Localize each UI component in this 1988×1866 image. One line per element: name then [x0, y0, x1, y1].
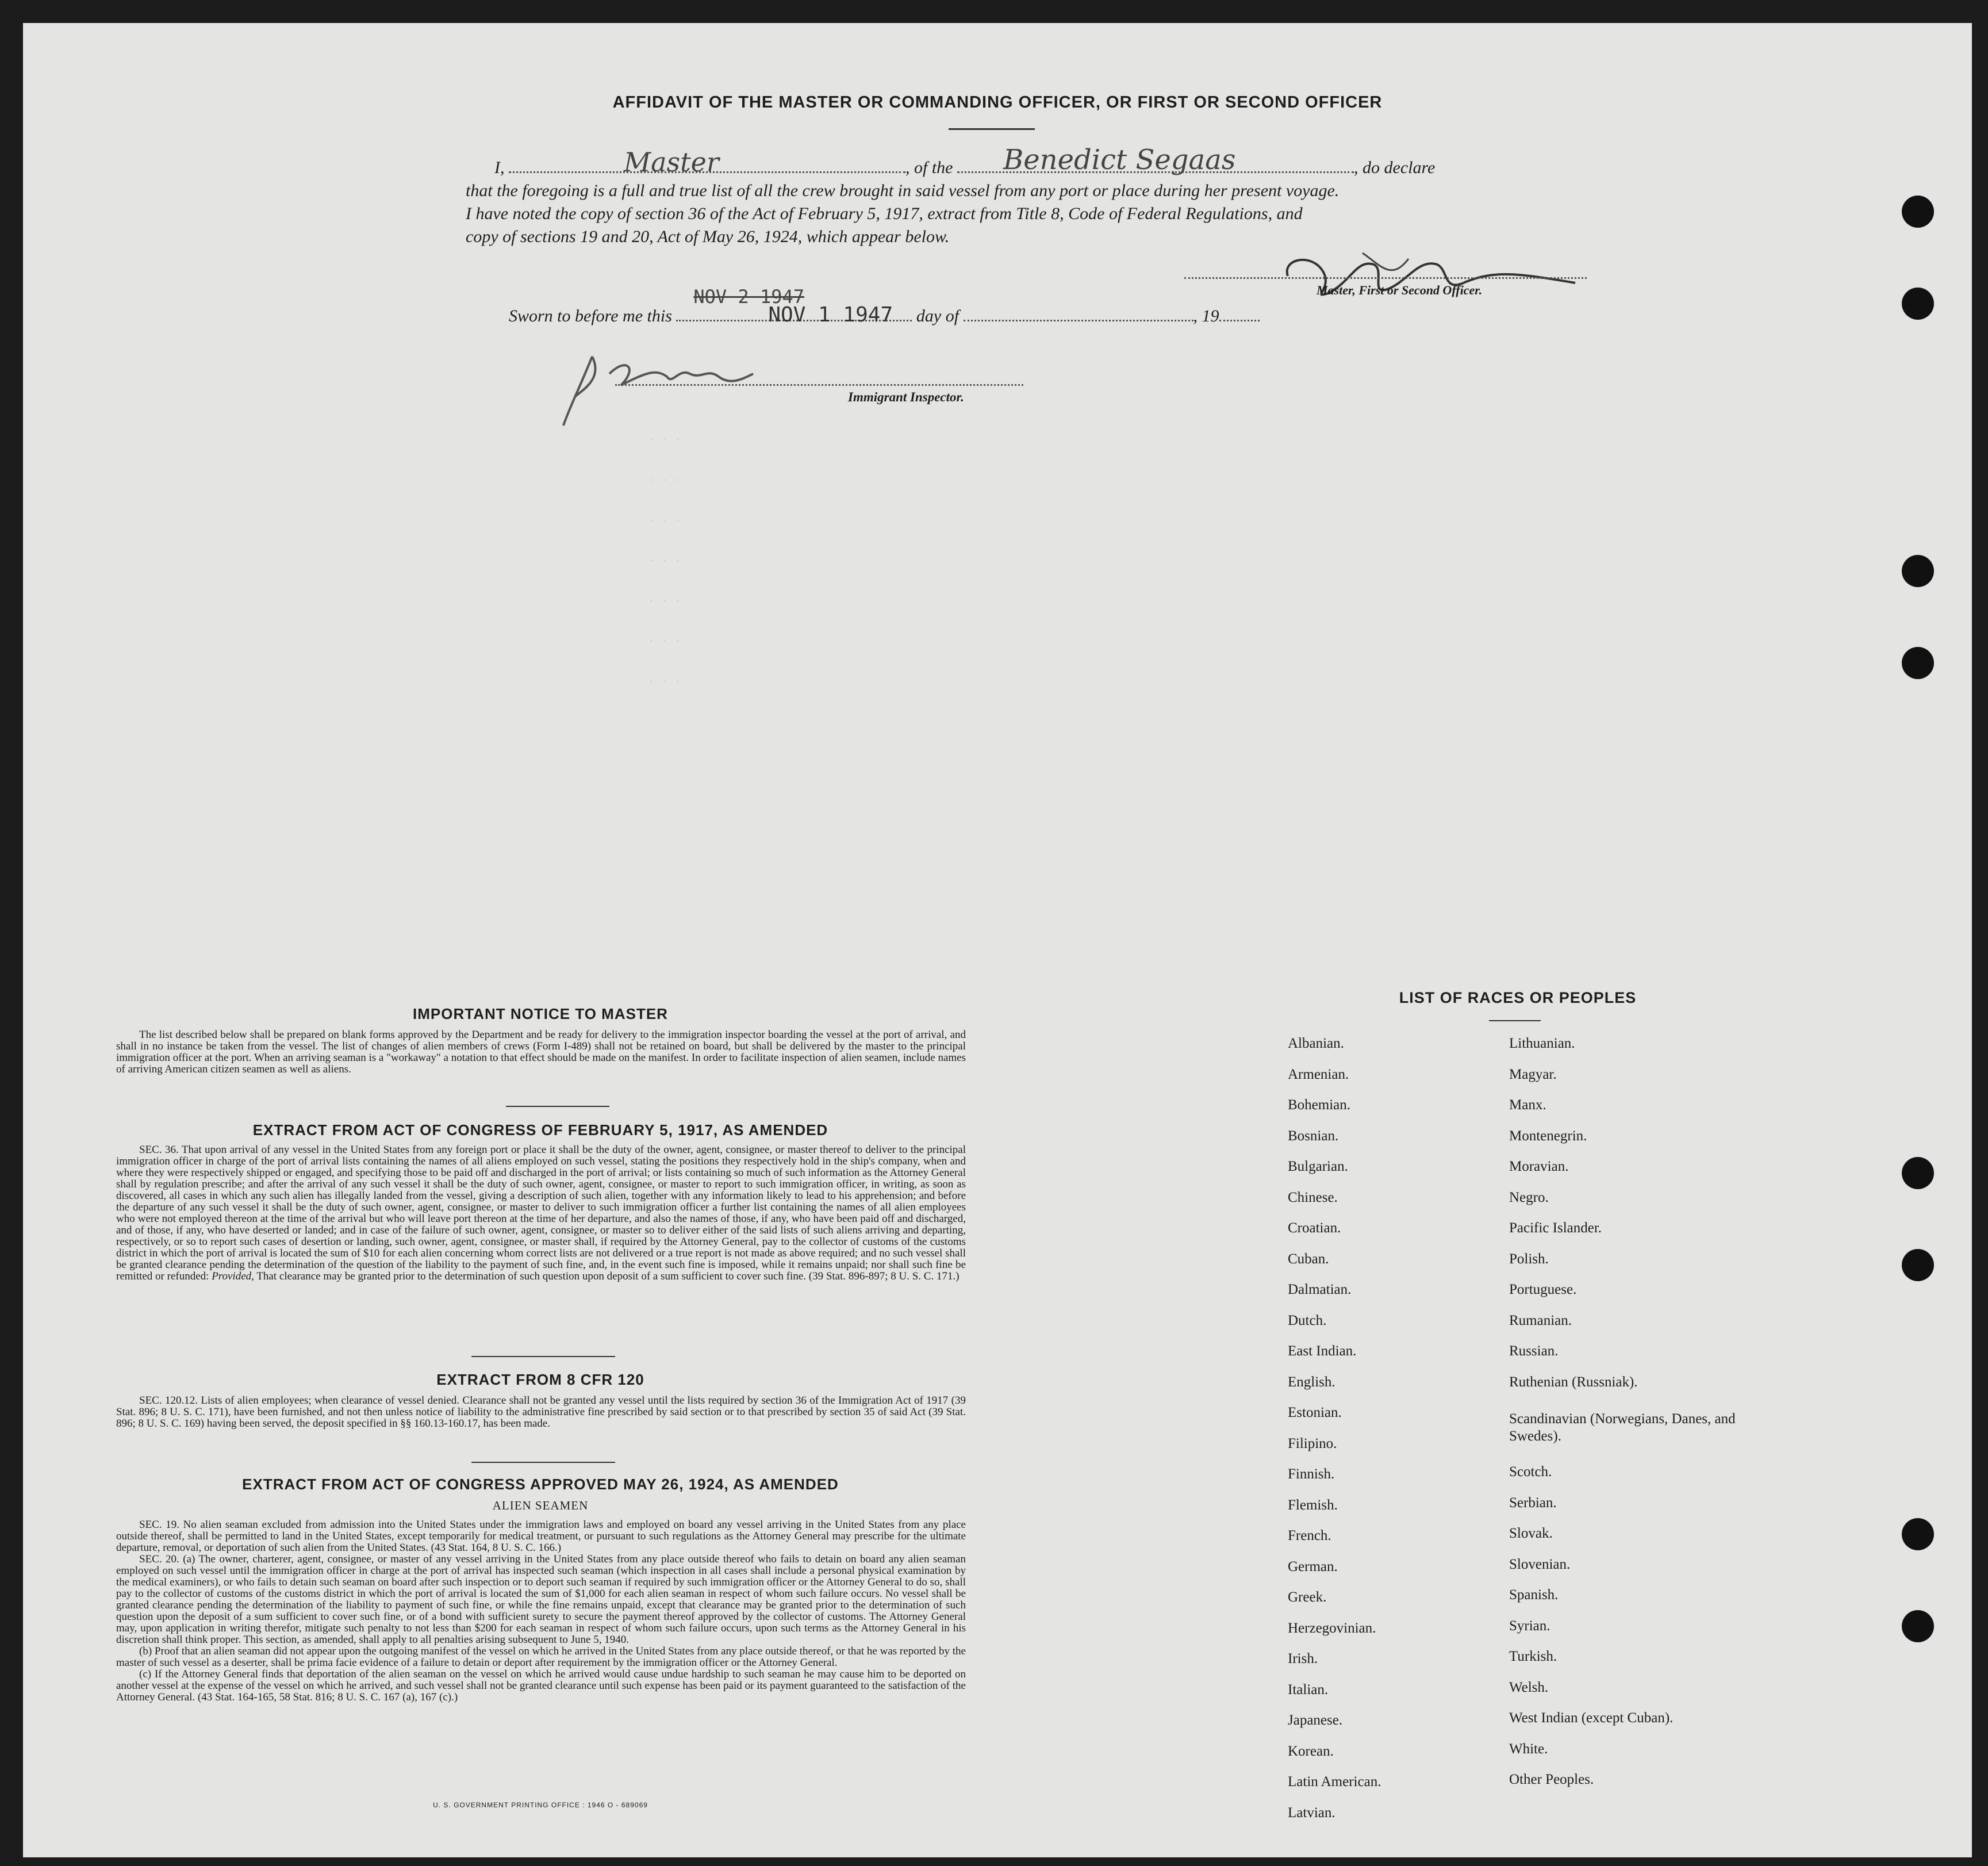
date-field: [676, 286, 912, 327]
alien-seamen-subtitle: ALIEN SEAMEN: [492, 1499, 589, 1512]
race-item: Armenian.: [1288, 1066, 1349, 1082]
race-item: Ruthenian (Russniak).: [1509, 1374, 1638, 1390]
race-item: Dalmatian.: [1288, 1282, 1352, 1297]
punch-hole: [1902, 288, 1934, 320]
race-item: Bohemian.: [1288, 1097, 1351, 1113]
race-item: Russian.: [1509, 1343, 1559, 1359]
notice-text: [116, 1029, 966, 1075]
race-item: East Indian.: [1288, 1343, 1357, 1359]
race-item: Spanish.: [1509, 1587, 1559, 1603]
bleed-mark: . . .: [650, 630, 683, 645]
year-label: , 19: [1193, 306, 1219, 325]
race-item: Portuguese.: [1509, 1282, 1577, 1297]
race-item: Scotch.: [1509, 1464, 1552, 1480]
struck-date-stamp: NOV 2 1947: [693, 286, 805, 308]
affidavit-text: [466, 144, 1575, 248]
race-item: Rumanian.: [1509, 1312, 1572, 1328]
race-item: Negro.: [1509, 1189, 1549, 1205]
race-item-scandinavian: Scandinavian (Norwegians, Danes, and Swedes).: [1509, 1411, 1736, 1444]
affidavit-line-3: I have noted the copy of section 36 of the Act of February 5, 1917, extract from Title 8, Code of Federal Regulations, and: [466, 204, 1303, 223]
punch-hole: [1902, 1157, 1934, 1189]
races-left-column: [1288, 1028, 1381, 1828]
race-item: Moravian.: [1509, 1159, 1569, 1174]
title-rule: [949, 128, 1035, 130]
race-item: French.: [1288, 1528, 1331, 1543]
signature-label: Master, First or Second Officer.: [1317, 283, 1483, 297]
printing-office-footer: U. S. GOVERNMENT PRINTING OFFICE : 1946 O - 689069: [433, 1801, 648, 1809]
section-rule: [471, 1356, 615, 1357]
vessel-name-field: [957, 144, 1354, 176]
race-item: Chinese.: [1288, 1189, 1338, 1205]
extract-1917-title: EXTRACT FROM ACT OF CONGRESS OF FEBRUARY 5, 1917, AS AMENDED: [252, 1121, 828, 1139]
race-item: Lithuanian.: [1509, 1036, 1575, 1051]
bleed-mark: . . .: [650, 429, 683, 443]
date-stamp: NOV 1 1947: [768, 303, 893, 327]
races-right-column: [1509, 1028, 1739, 1795]
race-item: Welsh.: [1509, 1679, 1549, 1695]
punch-hole: [1902, 647, 1934, 679]
notice-title: IMPORTANT NOTICE TO MASTER: [413, 1005, 668, 1022]
races-rule: [1489, 1020, 1541, 1021]
master-signature: [1276, 247, 1598, 311]
affidavit-line-2: that the foregoing is a full and true list of all the crew brought in said vessel from any port or place during her present voyage.: [466, 181, 1340, 200]
master-name-field: [509, 147, 905, 178]
race-item: Greek.: [1288, 1589, 1327, 1605]
day-of-label: day of: [916, 306, 960, 325]
month-field: [964, 320, 1193, 321]
race-item: Estonian.: [1288, 1405, 1342, 1420]
bleed-mark: . . .: [650, 469, 683, 484]
race-item: West Indian (except Cuban).: [1509, 1710, 1674, 1726]
race-item: Herzegovinian.: [1288, 1620, 1376, 1636]
race-item: Turkish.: [1509, 1649, 1557, 1664]
punch-hole: [1902, 196, 1934, 228]
section-rule: [506, 1106, 609, 1107]
race-item: German.: [1288, 1558, 1338, 1574]
race-item: Dutch.: [1288, 1312, 1327, 1328]
punch-hole: [1902, 1249, 1934, 1281]
punch-hole: [1902, 1518, 1934, 1550]
punch-hole: [1902, 555, 1934, 587]
extract-1924-title: EXTRACT FROM ACT OF CONGRESS APPROVED MAY 26, 1924, AS AMENDED: [242, 1476, 839, 1493]
race-item: Pacific Islander.: [1509, 1220, 1602, 1236]
race-item: Flemish.: [1288, 1497, 1338, 1513]
bleed-mark: . . .: [650, 550, 683, 564]
bleed-mark: . . .: [650, 670, 683, 685]
race-item: White.: [1509, 1741, 1548, 1757]
affidavit-line-1: I, Master , of the Benedict Segaas , do declare: [494, 144, 1436, 178]
notice-paragraph: The list described below shall be prepared on blank forms approved by the Department and be ready for delivery to the immigration inspector boarding the vessel at the port of arrival, and shall in no instance be taken from the vessel. The list of changes of alien members of crews (Form I-489) shall not be retained on board, but shall be delivered by the master to the principal immigration officer at the port. When an arriving seaman is a "workaway" a notation to that effect should be made on the manifest. In order to facilitate inspection of alien seamen, include names of arriving American citizen seamen as well as aliens.: [116, 1029, 966, 1075]
inspector-line: [615, 384, 1023, 386]
master-name-handwriting: Master: [624, 147, 719, 178]
race-item: Albanian.: [1288, 1036, 1344, 1051]
sworn-line: [509, 286, 1260, 328]
section-20b: (b) Proof that an alien seaman did not appear upon the outgoing manifest of the vessel on which he arrived in the United States from any place outside thereof, or that he was reported by the master of such vessel as a deserter, shall be prima facie evidence of a failure to detain or deport after requirement by the immigration officer or the Attorney General.: [116, 1645, 966, 1669]
race-item: Slovenian.: [1509, 1556, 1571, 1572]
document-page: [23, 23, 1972, 1857]
race-item: Other Peoples.: [1509, 1772, 1594, 1787]
race-item: Irish.: [1288, 1651, 1318, 1666]
race-item: Montenegrin.: [1509, 1128, 1587, 1144]
race-item: Croatian.: [1288, 1220, 1341, 1236]
section-20c: (c) If the Attorney General finds that deportation of the alien seaman on the vessel on which he arrived would cause undue hardship to such seaman he may cause him to be deported on another vessel at the expense of the vessel on which he arrived, and such vessel shall not be granted clearance until such expense has been paid or its payment guaranteed to the satisfaction of the Attorney General. (43 Stat. 164-165, 58 Stat. 816; 8 U. S. C. 167 (a), 167 (c).): [116, 1668, 966, 1703]
extract-cfr-title: EXTRACT FROM 8 CFR 120: [436, 1371, 644, 1388]
race-item: Italian.: [1288, 1681, 1329, 1698]
year-field: [1219, 320, 1260, 321]
bleed-mark: . . .: [650, 509, 683, 524]
extract-1924-text: [116, 1519, 966, 1703]
section-36: SEC. 36. That upon arrival of any vessel in the United States from any foreign port or place it shall be the duty of the owner, agent, consignee, or master thereof to deliver to the principal immigration officer in charge of the port of arrival lists containing the names of all aliens employed on such vessel, stating the positions they respectively hold in the ship's company, when and where they were respectively shipped or engaged, and specifying those to be paid off and discharged in the port of arrival; or lists containing so much of such information as the Attorney General shall by regulation prescribe; and after the arrival of any such vessel it shall be the duty of such owner, agent, consignee, or master to report to such immigration officer, in writing, as soon as discovered, all cases in which any such alien has illegally landed from the vessel, giving a description of such alien, together with any information likely to lead to his apprehension; and before the departure of any such vessel it shall be the duty of such owner, agent, consignee, or master to deliver to such immigration officer a further list containing the names of all alien employees who were not employed thereon at the time of the arrival but who will leave port thereon at the time of her departure, and also the names of those, if any, who have been paid off and discharged, and of those, if any, who have deserted or landed; and in case of the failure of such owner, agent, consignee, or master so to deliver either of the said lists of such aliens arriving and departing, respectively, or so to report such cases of desertion or landing, such owner, agent, consignee, or master shall, if required by the Attorney General, pay to the collector of customs of the customs district in which the port of arrival is located the sum of $10 for each alien concerning whom correct lists are not delivered or a true report is not made as above required; and no such vessel shall be granted clearance pending the determination of the question of the liability to the payment of such fine, and, in the event such fine is imposed, while it remains unpaid; nor shall such fine be remitted or refunded: Provided, That clearance may be granted prior to the determination of such question upon deposit of a sum sufficient to cover such fine. (39 Stat. 896-897; 8 U. S. C. 171.): [116, 1144, 966, 1282]
race-item: Latvian.: [1288, 1804, 1335, 1821]
race-item: Japanese.: [1288, 1712, 1343, 1728]
race-item: Latin American.: [1288, 1774, 1381, 1790]
affidavit-line-4: copy of sections 19 and 20, Act of May 26, 1924, which appear below.: [466, 227, 950, 246]
bleed-mark: . . .: [650, 590, 683, 604]
race-item: Syrian.: [1509, 1618, 1551, 1634]
race-item: Polish.: [1509, 1251, 1549, 1267]
inspector-signature: [558, 345, 799, 431]
sworn-label: Sworn to before me this: [509, 306, 672, 325]
section-19: SEC. 19. No alien seaman excluded from admission into the United States under the immigration laws and employed on board any vessel arriving in the United States from any place outside thereof, shall be permitted to land in the United States, except temporarily for medical treatment, or pursuant to such regulations as the Attorney General may prescribe for the ultimate departure, removal, or deportation of such alien from the United States. (43 Stat. 164, 8 U. S. C. 166.): [116, 1519, 966, 1554]
section-20a: SEC. 20. (a) The owner, charterer, agent, consignee, or master of any vessel arriving in the United States from any place outside thereof who fails to detain on board any alien seaman employed on such vessel until the immigration officer in charge at the port of arrival has inspected such seaman (which inspection in all cases shall include a personal physical examination by the medical examiners), or who fails to detain such seaman on board after such inspection or to deport such seaman if required by such immigration officer or the Attorney General to do so, shall pay to the collector of customs of the customs district in which the port of arrival is located the sum of $1,000 for each alien seaman in respect of whom such failure occurs. No vessel shall be granted clearance pending the determination of the liability to payment of such fine, or while the fine remains unpaid, except that clearance may be granted prior to the determination of such question upon the deposit of a sum sufficient to cover such fine, or of a bond with sufficient surety to secure the payment thereof approved by the collector of customs. The Attorney General may, upon application in writing therefor, mitigate such penalty to not less than $200 for each seaman in respect of whom such failure occurs, upon such terms as the Attorney General in his discretion shall think proper. This section, as amended, shall apply to all penalties arising subsequent to June 5, 1940.: [116, 1553, 966, 1646]
races-title: LIST OF RACES OR PEOPLES: [1399, 989, 1637, 1006]
race-item: Manx.: [1509, 1097, 1546, 1113]
affidavit-title: AFFIDAVIT OF THE MASTER OR COMMANDING OFFICER, OR FIRST OR SECOND OFFICER: [612, 93, 1383, 112]
race-item: Bosnian.: [1288, 1128, 1339, 1144]
inspector-label: Immigrant Inspector.: [848, 390, 964, 404]
race-item: Slovak.: [1509, 1526, 1553, 1541]
race-item: English.: [1288, 1374, 1335, 1390]
race-item: Bulgarian.: [1288, 1159, 1348, 1174]
extract-cfr-text: [116, 1395, 966, 1430]
vessel-name-handwriting: Benedict Segaas: [1003, 144, 1236, 176]
section-120-12: SEC. 120.12. Lists of alien employees; when clearance of vessel denied. Clearance shall not be granted any vessel until the lists required by section 36 of the Immigration Act of 1917 (39 Stat. 896; 8 U. S. C. 171), have been furnished, and not then unless notice of liability to the administrative fine prescribed by said section or to that prescribed by section 35 of said Act (39 Stat. 896; 8 U. S. C. 169) having been served, the deposit specified in §§ 160.13-160.17, has been made.: [116, 1394, 966, 1430]
race-item: Magyar.: [1509, 1066, 1557, 1082]
race-item: Korean.: [1288, 1743, 1334, 1759]
extract-1917-text: [116, 1144, 966, 1282]
race-item: Finnish.: [1288, 1466, 1335, 1482]
race-item: Filipino.: [1288, 1435, 1337, 1451]
signature-line: [1184, 277, 1587, 279]
punch-hole: [1902, 1610, 1934, 1642]
race-item: Cuban.: [1288, 1251, 1329, 1267]
section-rule: [471, 1462, 615, 1463]
race-item: Serbian.: [1509, 1495, 1557, 1511]
